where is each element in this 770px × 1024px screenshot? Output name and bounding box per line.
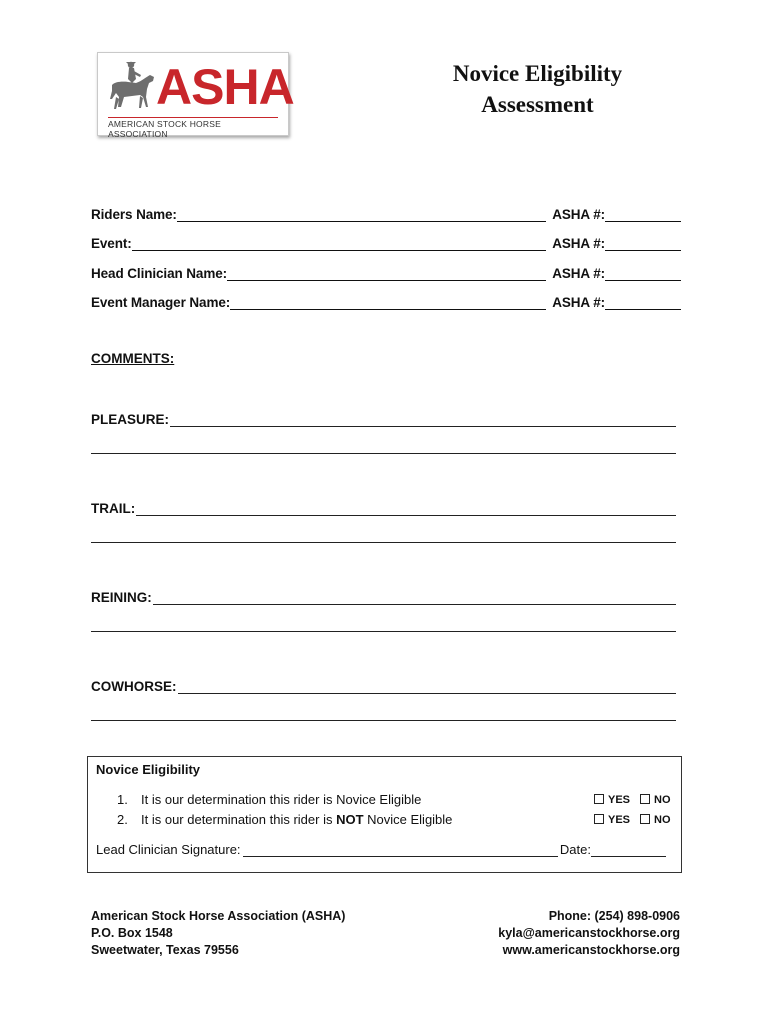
cowhorse-continuation-line[interactable] bbox=[91, 719, 676, 721]
logo-wordmark: ASHA bbox=[156, 59, 294, 115]
comments-heading: COMMENTS: bbox=[91, 351, 175, 366]
category-colon: : bbox=[172, 679, 177, 694]
horse-rider-silhouette-icon bbox=[106, 59, 158, 119]
category-label: PLEASURE bbox=[91, 412, 165, 427]
eligibility-item-eligible bbox=[117, 792, 421, 807]
yes-checkbox-1[interactable] bbox=[594, 794, 630, 806]
signature-label: Lead Clinician Signature: bbox=[96, 842, 241, 857]
phone: Phone: (254) 898-0906 bbox=[548, 909, 680, 923]
asha-logo bbox=[97, 52, 294, 139]
title-line-1: Novice Eligibility bbox=[452, 61, 623, 86]
eligibility-item-not-eligible bbox=[117, 812, 452, 827]
checkbox-icon bbox=[594, 794, 604, 804]
reining-comment[interactable] bbox=[91, 587, 676, 605]
asha-number-label: ASHA #: bbox=[552, 207, 605, 222]
event-manager-field[interactable] bbox=[91, 290, 681, 310]
asha-number-label: ASHA #: bbox=[552, 236, 605, 251]
cowhorse-input-line[interactable] bbox=[178, 680, 677, 694]
category-label: COWHORSE bbox=[91, 679, 172, 694]
yes-label: YES bbox=[608, 814, 631, 826]
asha-number-input-line[interactable] bbox=[605, 295, 681, 310]
po-box: P.O. Box 1548 bbox=[91, 926, 173, 940]
category-colon: : bbox=[147, 590, 152, 605]
logo-subtitle: AMERICAN STOCK HORSE ASSOCIATION bbox=[108, 117, 278, 139]
checkbox-icon bbox=[640, 794, 650, 804]
pleasure-continuation-line[interactable] bbox=[91, 452, 676, 454]
item-text-after: Novice Eligible bbox=[363, 812, 453, 827]
category-colon: : bbox=[164, 412, 170, 427]
item-emphasis: NOT bbox=[336, 812, 364, 827]
category-label: REINING bbox=[91, 590, 148, 605]
footer-address bbox=[91, 908, 345, 959]
checkbox-icon bbox=[594, 814, 604, 824]
signature-input-line[interactable] bbox=[243, 844, 558, 857]
item-number: 2. bbox=[117, 812, 128, 827]
org-name: American Stock Horse Association (ASHA) bbox=[91, 909, 346, 923]
asha-number-label: ASHA #: bbox=[552, 266, 605, 281]
pleasure-input-line[interactable] bbox=[170, 413, 676, 427]
date-label: Date: bbox=[559, 842, 591, 857]
trail-input-line[interactable] bbox=[136, 502, 676, 516]
reining-continuation-line[interactable] bbox=[91, 630, 676, 632]
trail-continuation-line[interactable] bbox=[91, 541, 676, 543]
event-input-line[interactable] bbox=[132, 236, 547, 251]
item-text: It is our determination this rider is bbox=[141, 812, 337, 827]
pleasure-comment[interactable] bbox=[91, 409, 676, 427]
city-state: Sweetwater, Texas 79556 bbox=[91, 943, 239, 957]
head-clinician-input-line[interactable] bbox=[227, 266, 546, 281]
checkbox-icon bbox=[640, 814, 650, 824]
footer-contact bbox=[470, 908, 680, 959]
title-line-2: Assessment bbox=[481, 92, 594, 117]
reining-input-line[interactable] bbox=[153, 591, 676, 605]
asha-number-input-line[interactable] bbox=[605, 207, 681, 222]
riders-name-field[interactable] bbox=[91, 202, 681, 222]
no-label: NO bbox=[654, 814, 671, 826]
no-checkbox-1[interactable] bbox=[640, 794, 671, 806]
category-label: TRAIL bbox=[91, 501, 131, 516]
riders-name-input-line[interactable] bbox=[177, 207, 546, 222]
asha-number-input-line[interactable] bbox=[605, 266, 681, 281]
page-title bbox=[400, 58, 675, 120]
trail-comment[interactable] bbox=[91, 498, 676, 516]
field-label: Head Clinician Name: bbox=[91, 266, 228, 281]
field-label: Riders Name: bbox=[91, 207, 177, 222]
event-manager-input-line[interactable] bbox=[230, 295, 546, 310]
cowhorse-comment[interactable] bbox=[91, 676, 676, 694]
field-label: Event: bbox=[91, 236, 132, 251]
event-field[interactable] bbox=[91, 231, 681, 251]
yes-label: YES bbox=[608, 794, 631, 806]
no-label: NO bbox=[654, 794, 671, 806]
yes-checkbox-2[interactable] bbox=[594, 814, 630, 826]
no-checkbox-2[interactable] bbox=[640, 814, 671, 826]
eligibility-heading: Novice Eligibility bbox=[96, 762, 201, 777]
item-text: It is our determination this rider is Novice Eligible bbox=[141, 792, 422, 807]
head-clinician-field[interactable] bbox=[91, 261, 681, 281]
signature-row bbox=[96, 842, 666, 857]
category-colon: : bbox=[130, 501, 136, 516]
asha-number-label: ASHA #: bbox=[552, 295, 605, 310]
asha-number-input-line[interactable] bbox=[605, 236, 681, 251]
date-input-line[interactable] bbox=[591, 844, 666, 857]
website-link[interactable]: www.americanstockhorse.org bbox=[502, 943, 680, 957]
email-link[interactable]: kyla@americanstockhorse.org bbox=[498, 926, 680, 940]
field-label: Event Manager Name: bbox=[91, 295, 231, 310]
item-number: 1. bbox=[117, 792, 128, 807]
